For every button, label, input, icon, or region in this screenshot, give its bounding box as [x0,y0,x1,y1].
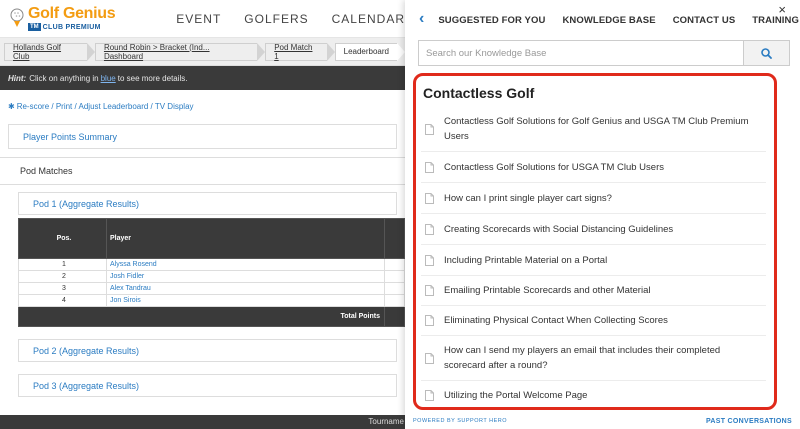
rescore-print-link[interactable] [0,90,405,124]
pod-1-label: Pod 1 (Aggregate Results) [33,198,140,209]
player-header: Player [107,219,385,259]
tab-contact-us[interactable]: CONTACT US [672,14,736,26]
bottom-bar [0,415,405,429]
document-icon [425,255,434,266]
pod-3-label: Pod 3 (Aggregate Results) [33,380,140,391]
total-extra [385,307,405,327]
pod-matches-header [0,157,405,185]
contactless-golf-results [413,73,777,410]
breadcrumb-leaderboard: Leaderboard [335,43,397,61]
player-points-summary-label: Player Points Summary [23,131,118,142]
article-item[interactable] [421,336,766,381]
past-conversations-link[interactable]: PAST CONVERSATIONS [705,417,792,425]
article-item[interactable] [421,276,766,306]
logo-subtitle: CLUB PREMIUM [42,23,101,31]
article-item[interactable] [421,107,766,152]
pos-header: Pos. [19,219,107,259]
document-icon [425,224,434,235]
rescore-print-label: Re-score / Print / Adjust Leaderboard / TV Display [16,102,194,111]
row-player-link[interactable]: Alex Tandrau [107,283,385,295]
table-row [19,271,405,283]
row-extra [385,295,405,307]
logo-name: Golf Genius [28,5,116,22]
article-title: How can I send my players an email that includes their completed scorecard after a round? [444,345,721,371]
nav-calendar[interactable]: CALENDAR [331,11,405,26]
document-icon [425,315,434,326]
article-title: Utilizing the Portal Welcome Page [444,389,588,401]
pod-2-panel[interactable] [18,339,397,362]
pod-3-panel[interactable] [18,374,397,397]
row-player-link[interactable]: Jon Sirois [107,295,385,307]
document-icon [425,193,434,204]
close-icon[interactable]: × [778,2,786,17]
bottom-bar-text: Tourname [368,417,404,426]
row-pos: 3 [19,283,107,295]
row-extra [385,283,405,295]
hint-post: to see more details. [117,73,188,83]
row-player-link[interactable]: Alyssa Rosend [107,259,385,271]
document-icon [425,124,434,135]
tab-suggested[interactable]: SUGGESTED FOR YOU [438,14,546,26]
help-panel [405,0,800,429]
article-item[interactable] [421,245,766,276]
article-title: Contactless Golf Solutions for USGA TM Club Users [444,161,664,173]
article-title: Emailing Printable Scorecards and other Material [444,285,651,296]
breadcrumb [0,38,405,66]
row-pos: 1 [19,259,107,271]
pod-matches-label: Pod Matches [20,166,73,176]
row-player-link[interactable]: Josh Fidler [107,271,385,283]
top-bar [0,0,405,38]
tab-training[interactable]: TRAINING [752,14,799,26]
pod-1-table [18,218,405,327]
article-item[interactable] [421,214,766,245]
top-nav [153,12,405,26]
hint-label: Hint: [8,73,27,83]
logo-tm-badge: TM [30,24,39,30]
help-footer [405,413,800,429]
search-icon [761,48,772,59]
table-row [19,295,405,307]
article-title: Contactless Golf Solutions for Golf Genius and USGA TM Club Premium Users [444,116,749,142]
knowledge-base-search [418,40,790,66]
row-pos: 2 [19,271,107,283]
article-item[interactable] [421,306,766,336]
article-item[interactable] [421,183,766,214]
document-icon [425,353,434,364]
search-button[interactable] [743,41,789,65]
document-icon [425,162,434,173]
hint-bar [0,66,405,90]
nav-event[interactable]: EVENT [176,11,222,26]
article-item[interactable] [421,381,766,409]
article-item[interactable] [421,152,766,183]
section-title: Contactless Golf [423,85,535,101]
table-row [19,259,405,271]
extra-header [385,219,405,259]
pod-2-label: Pod 2 (Aggregate Results) [33,345,140,356]
document-icon [425,285,434,296]
hint-pre: Click on anything in [29,73,99,83]
breadcrumb-club[interactable]: Hollands Golf Club [4,43,87,61]
golf-ball-icon [8,7,26,31]
document-icon [425,390,434,401]
row-extra [385,259,405,271]
golf-genius-logo[interactable] [8,4,115,34]
powered-by-link[interactable]: POWERED BY SUPPORT HERO [413,418,508,424]
breadcrumb-pod-match[interactable]: Pod Match 1 [265,43,326,61]
gear-icon: ✱ [8,102,15,111]
row-extra [385,271,405,283]
back-chevron-icon[interactable]: ‹ [419,10,425,27]
help-tabs [405,0,800,40]
article-title: Eliminating Physical Contact When Collecting Scores [444,315,668,326]
table-row [19,283,405,295]
tab-knowledge-base[interactable]: KNOWLEDGE BASE [562,14,656,26]
article-title: Creating Scorecards with Social Distancing Guidelines [444,223,674,235]
row-pos: 4 [19,295,107,307]
table-header-row [19,219,405,259]
search-input[interactable] [419,41,743,65]
breadcrumb-dashboard[interactable]: Round Robin > Bracket (Ind... Dashboard [95,43,257,61]
article-title: How can I print single player cart signs? [444,192,612,204]
hint-blue-word: blue [100,73,116,83]
total-row [19,307,405,327]
pod-1-panel[interactable] [18,192,397,215]
article-title: Including Printable Material on a Portal [444,254,608,266]
nav-golfers[interactable]: GOLFERS [244,11,309,26]
total-points-label: Total Points [19,307,385,327]
player-points-summary-panel[interactable] [8,124,397,149]
